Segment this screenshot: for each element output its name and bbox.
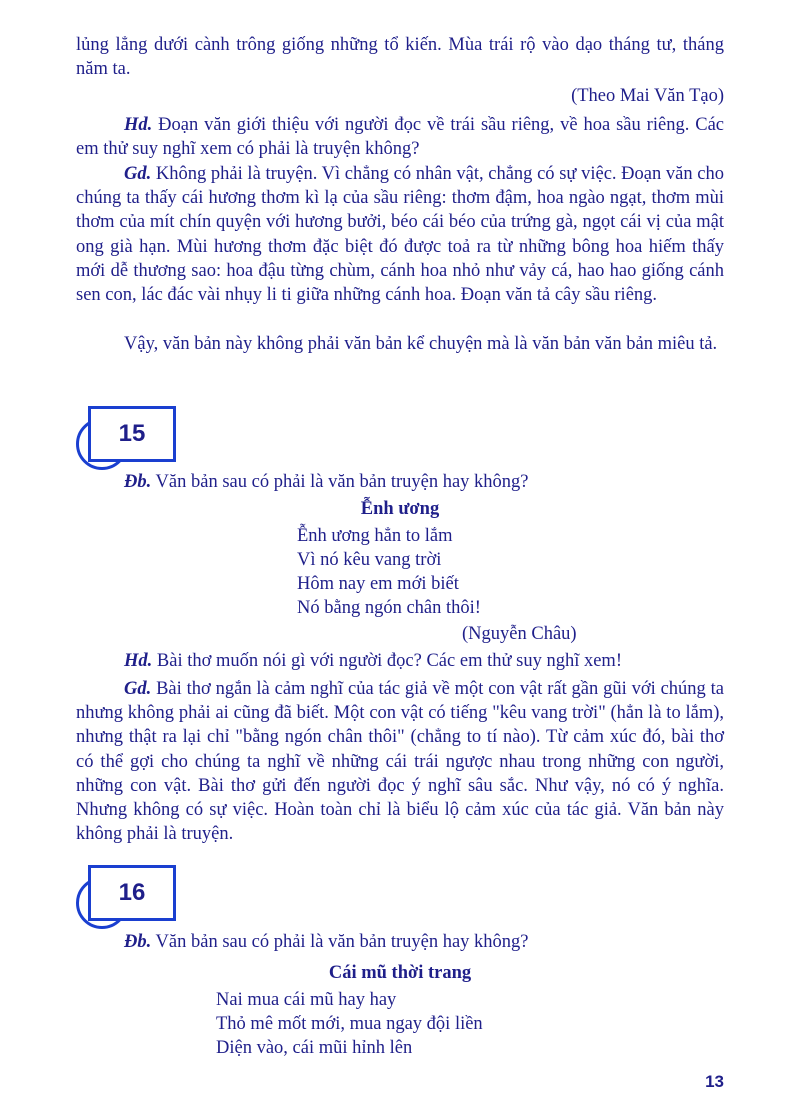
intro-paragraph: lủng lẳng dưới cành trông giống những tổ kiến. Mùa trái rộ vào dạo tháng tư, tháng năm ta. (76, 35, 724, 80)
ex16-poem-line: Thỏ mê mốt mới, mua ngay đội liền (216, 1014, 483, 1034)
db-label: Đb. (124, 932, 152, 952)
ex16-question: Đb. Văn bản sau có phải là văn bản truyện hay không? (124, 932, 529, 952)
ex16-poem-line: Diện vào, cái mũi hỉnh lên (216, 1038, 413, 1058)
ex15-hd-paragraph: Hd. Bài thơ muốn nói gì với người đọc? Các em thử suy nghĩ xem! (124, 651, 622, 671)
gd-label: Gd. (124, 164, 152, 184)
ex15-poem-line: Ễnh ương hẳn to lắm (297, 526, 453, 546)
ex15-poem-author: (Nguyễn Châu) (462, 624, 577, 644)
ex15-poem-line: Vì nó kêu vang trời (297, 550, 442, 570)
exercise-16-badge: 16 (88, 865, 176, 921)
page-number: 13 (705, 1072, 724, 1091)
ex15-question: Đb. Văn bản sau có phải là văn bản truyện hay không? (124, 472, 529, 492)
hd-paragraph-1: Hd. Đoạn văn giới thiệu với người đọc về trái sầu riêng, về hoa sầu riêng. Các em thử suy nghĩ xem có phải là truyện không? (76, 115, 724, 160)
ex15-poem-line: Nó bằng ngón chân thôi! (297, 598, 481, 618)
ex15-poem-line: Hôm nay em mới biết (297, 574, 459, 594)
hd-label: Hd. (124, 115, 153, 135)
gd-paragraph-1: Gd. Không phải là truyện. Vì chẳng có nhân vật, chẳng có sự việc. Đoạn văn cho chúng ta thấy cái hương thơm kì lạ của sầu riêng: thơm đậm, hoa ngào ngạt, thơm mùi thơm của mít chín quyện với hương bưởi, béo cái béo của trứng gà, ngọt cái vị của mật ong già hạn. Mùi hương thơm đặc biệt đó được toả ra từ những bông hoa hiếm thấy mới dễ thương sao: hoa đậu từng chùm, cánh hoa nhỏ như vảy cá, hao hao giống cánh sen con, lác đác vài nhụy li ti giữa những cánh hoa. Đoạn văn tả cây sầu riêng. (76, 164, 724, 306)
conclusion-paragraph: Vậy, văn bản này không phải văn bản kể chuyện mà là văn bản văn bản miêu tả. (124, 334, 718, 354)
ex15-poem-title: Ễnh ương (360, 499, 440, 519)
gd-label: Gd. (124, 679, 152, 699)
hd-label: Hd. (124, 651, 153, 671)
ex15-gd-paragraph: Gd. Bài thơ ngắn là cảm nghĩ của tác giả về một con vật rất gần gũi với chúng ta nhưng không phải ai cũng đã biết. Một con vật có tiếng "kêu vang trời" (hẳn là to lắm), nhưng thật ra lại chỉ "bằng ngón chân thôi" (chẳng to tí nào). Từ cảm xúc đó, bài thơ có thể gợi cho chúng ta nghĩ về những cái trái ngược nhau trong những con người, những con vật. Bài thơ gửi đến người đọc ý nghĩ sâu sắc. Như vậy, nó có ý nghĩa. Nhưng không có sự việc. Hoàn toàn chỉ là biểu lộ cảm xúc của tác giả. Văn bản này không phải là truyện. (76, 679, 724, 845)
source-attribution: (Theo Mai Văn Tạo) (571, 86, 724, 106)
ex16-poem-line: Nai mua cái mũ hay hay (216, 990, 397, 1010)
ex16-poem-title: Cái mũ thời trang (328, 963, 472, 983)
exercise-15-badge: 15 (88, 406, 176, 462)
db-label: Đb. (124, 472, 152, 492)
